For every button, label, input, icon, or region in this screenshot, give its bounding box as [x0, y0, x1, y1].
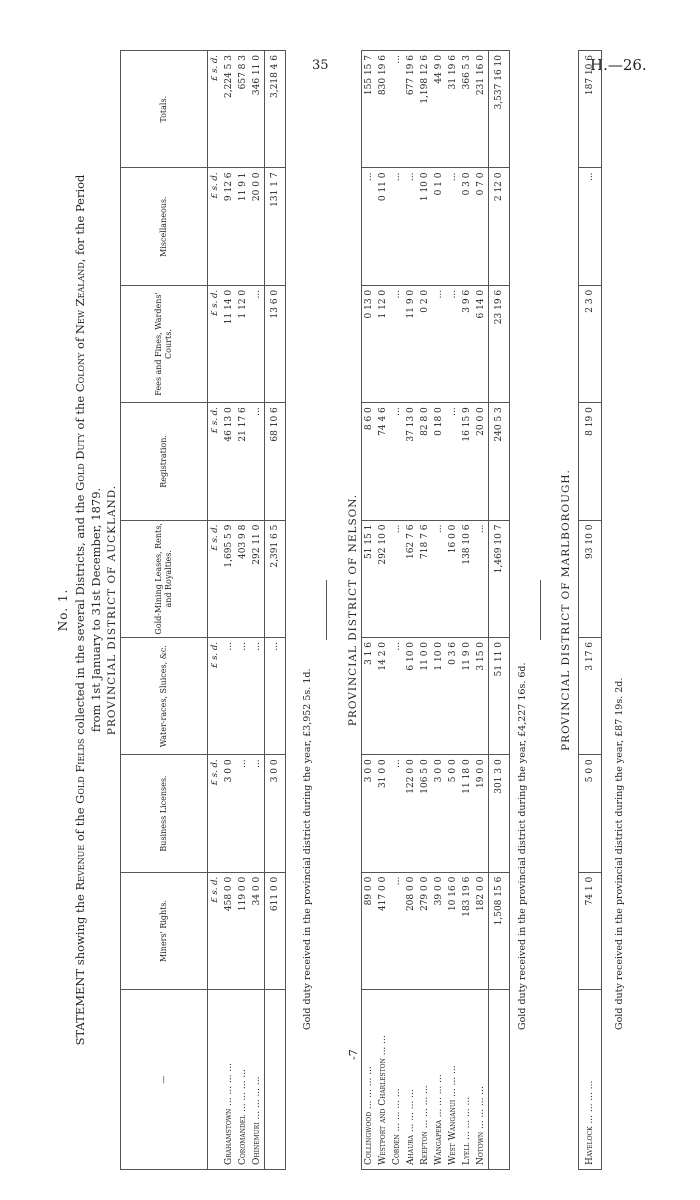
cell: 89 0 0	[362, 872, 377, 989]
cell: 31 0 0	[376, 755, 390, 872]
column-header-fees-fines: Fees and Fines, Wardens' Courts.	[121, 285, 208, 402]
cell: 31 19 6	[446, 51, 460, 169]
cell: 155 15 7	[362, 51, 377, 169]
row-name: Ahaura ... ... ... ...	[406, 1089, 416, 1165]
cell: 6 10 0	[404, 637, 418, 754]
statement-number: No. 1.	[56, 588, 70, 632]
statement-text-4: of the	[73, 392, 87, 434]
table-row	[446, 51, 460, 1170]
cell: ...	[250, 755, 265, 872]
cell: 8 19 0	[579, 403, 602, 520]
row-name: Cobden ... ... ... ...	[392, 1088, 402, 1165]
cell: 183 19 6	[460, 872, 474, 989]
cell: ...	[390, 520, 404, 637]
column-header-miners-rights: Miners' Rights.	[121, 872, 208, 989]
column-header-name: —	[121, 990, 208, 1170]
cell: 346 11 0	[250, 51, 265, 168]
cell: 11 14 0	[222, 285, 236, 402]
cell: 39 0 0	[432, 872, 446, 989]
cell: 11 0 0	[418, 637, 432, 754]
total-cell: 3 0 0	[265, 755, 286, 872]
cell: 5 0 0	[579, 755, 602, 872]
column-header-business-licenses: Business Licenses.	[121, 755, 208, 872]
unit-label: £ s. d.	[208, 872, 223, 989]
total-cell: 2,391 6 5	[265, 520, 286, 637]
cell: 44 9 0	[432, 51, 446, 169]
cell: ...	[390, 403, 404, 520]
unit-label: £ s. d.	[208, 638, 223, 755]
nelson-table	[361, 50, 510, 1170]
unit-label: £ s. d.	[208, 51, 223, 168]
statement-new-zealand: New Zealand	[73, 262, 87, 335]
cell: ...	[446, 285, 460, 402]
cell: 3 0 0	[432, 755, 446, 872]
column-header-water-races: Water-races, Sluices, &c.	[121, 638, 208, 755]
statement-heading	[72, 50, 104, 1170]
total-cell: 1,469 10 7	[489, 520, 510, 637]
marlborough-title: PROVINCIAL DISTRICT OF MARLBOROUGH.	[560, 469, 572, 751]
statement-period: from 1st January to 31st December, 1879.	[89, 487, 103, 733]
cell: 3 9 6	[460, 285, 474, 402]
document-code: H.—26.	[590, 56, 647, 74]
cell: 6 14 0	[474, 285, 489, 402]
cell: 458 0 0	[222, 872, 236, 989]
cell: 8 6 0	[362, 403, 377, 520]
statement-lead: STATEMENT	[73, 968, 87, 1046]
unit-label: £ s. d.	[208, 168, 223, 285]
cell: ...	[250, 638, 265, 755]
total-cell: 23 19 6	[489, 285, 510, 402]
cell: 279 0 0	[418, 872, 432, 989]
row-name: Westport and Charleston ... ...	[378, 1035, 388, 1165]
total-cell: 1,508 15 6	[489, 872, 510, 989]
cell: 93 10 0	[579, 520, 602, 637]
total-cell: 240 5 3	[489, 403, 510, 520]
column-header-registration: Registration.	[121, 403, 208, 520]
total-cell: 131 1 7	[265, 168, 286, 285]
cell: 19 0 0	[474, 755, 489, 872]
cell: 0 11 0	[376, 168, 390, 285]
unit-label: £ s. d.	[208, 285, 223, 402]
cell: 82 8 0	[418, 403, 432, 520]
cell: ...	[250, 403, 265, 520]
cell: 20 0 0	[250, 168, 265, 285]
cell: ...	[446, 403, 460, 520]
total-cell: 301 3 0	[489, 755, 510, 872]
row-name: Ohinemuri ... ... ... ...	[252, 1076, 262, 1165]
table-row	[362, 51, 377, 1170]
cell: 3 0 0	[222, 755, 236, 872]
cell: 231 16 0	[474, 51, 489, 169]
cell: 292 11 0	[250, 520, 265, 637]
cell: ...	[362, 168, 377, 285]
cell: 3 0 0	[362, 755, 377, 872]
statement-text-3: collected in the several Districts, and the	[73, 490, 87, 739]
statement-revenue: Revenue	[73, 844, 87, 891]
total-cell: 2 12 0	[489, 168, 510, 285]
cell: 10 16 0	[446, 872, 460, 989]
table-row	[376, 51, 390, 1170]
table-row	[222, 51, 236, 1170]
statement-gold-duty: Gold Duty	[73, 433, 87, 491]
total-cell: 3,218 4 6	[265, 51, 286, 168]
statement-colony: Colony	[73, 352, 87, 393]
cell: 1,695 5 9	[222, 520, 236, 637]
cell: ...	[390, 755, 404, 872]
cell: 187 10 6	[579, 51, 602, 168]
cell: 1 10 0	[432, 637, 446, 754]
column-header-totals: Totals.	[121, 51, 208, 168]
cell: 74 1 0	[579, 872, 602, 989]
table-row	[236, 51, 250, 1170]
unit-label: £ s. d.	[208, 520, 223, 637]
statement-text-6: , for the Period	[73, 174, 87, 263]
unit-label: £ s. d.	[208, 403, 223, 520]
row-name: Coromandel ... ... ... ...	[238, 1069, 248, 1165]
cell: ...	[222, 638, 236, 755]
nelson-title: PROVINCIAL DISTRICT OF NELSON.	[347, 493, 359, 727]
row-name: West Wanganui ... ... ...	[448, 1065, 458, 1165]
cell: 208 0 0	[404, 872, 418, 989]
stray-mark: -7	[347, 1049, 360, 1060]
cell: 106 5 0	[418, 755, 432, 872]
row-name: Wangapeka ... ... ... ...	[434, 1074, 444, 1165]
cell: 11 9 1	[236, 168, 250, 285]
cell: 1 12 0	[376, 285, 390, 402]
units-row	[208, 51, 223, 1170]
statement-gold-fields: Gold Fields	[73, 738, 87, 804]
divider	[540, 580, 541, 640]
cell: 5 0 0	[446, 755, 460, 872]
cell: 3 17 6	[579, 637, 602, 754]
cell: 718 7 6	[418, 520, 432, 637]
table-row	[418, 51, 432, 1170]
cell: ...	[390, 168, 404, 285]
total-cell: 51 11 0	[489, 637, 510, 754]
cell: 16 15 9	[460, 403, 474, 520]
column-header-leases: Gold-Mining Leases, Rents, and Royalties.	[121, 520, 208, 637]
rotated-content	[50, 50, 650, 1170]
cell: 162 7 6	[404, 520, 418, 637]
cell: 0 3 6	[446, 637, 460, 754]
cell: 74 4 6	[376, 403, 390, 520]
auckland-table	[120, 50, 286, 1170]
cell: ...	[474, 520, 489, 637]
cell: ...	[390, 51, 404, 169]
cell: ...	[404, 168, 418, 285]
marlborough-duty-note: Gold duty received in the provincial district during the year, £87 19s. 2d.	[614, 677, 625, 1030]
cell: 417 0 0	[376, 872, 390, 989]
statement-text-2: of the	[73, 803, 87, 845]
cell: ...	[579, 168, 602, 285]
auckland-duty-note: Gold duty received in the provincial district during the year, £3,952 5s. 1d.	[302, 668, 313, 1030]
cell: 0 2 0	[418, 285, 432, 402]
table-row	[460, 51, 474, 1170]
cell: 0 18 0	[432, 403, 446, 520]
cell: 830 19 6	[376, 51, 390, 169]
cell: ...	[236, 638, 250, 755]
row-name: Notown ... ... ... ...	[476, 1086, 486, 1165]
total-cell: 611 0 0	[265, 872, 286, 989]
cell: 657 8 3	[236, 51, 250, 168]
cell: 1,198 12 6	[418, 51, 432, 169]
cell: 46 13 0	[222, 403, 236, 520]
table-row	[250, 51, 265, 1170]
cell: 21 17 6	[236, 403, 250, 520]
cell: 122 0 0	[404, 755, 418, 872]
page-number: 35	[312, 58, 329, 73]
statement-text-5: of	[73, 334, 87, 353]
cell: ...	[236, 755, 250, 872]
cell: 0 13 0	[362, 285, 377, 402]
nelson-duty-note: Gold duty received in the provincial district during the year, £4,227 16s. 6d.	[517, 662, 528, 1030]
statement-text-1: showing the	[73, 890, 87, 969]
cell: ...	[390, 872, 404, 989]
cell: 11 9 0	[404, 285, 418, 402]
cell: 0 1 0	[432, 168, 446, 285]
cell: 0 3 0	[460, 168, 474, 285]
row-name: Reefton ... ... ... ...	[420, 1085, 430, 1165]
cell: ...	[446, 168, 460, 285]
cell: 34 0 0	[250, 872, 265, 989]
cell: 1 10 0	[418, 168, 432, 285]
total-cell: 3,537 16 10	[489, 51, 510, 169]
cell: 16 0 0	[446, 520, 460, 637]
cell: 182 0 0	[474, 872, 489, 989]
unit-label: £ s. d.	[208, 755, 223, 872]
total-cell: 68 10 6	[265, 403, 286, 520]
cell: 292 10 0	[376, 520, 390, 637]
auckland-title: PROVINCIAL DISTRICT OF AUCKLAND.	[106, 484, 118, 736]
table-row	[432, 51, 446, 1170]
table-row	[404, 51, 418, 1170]
cell: 119 0 0	[236, 872, 250, 989]
cell: 2 3 0	[579, 285, 602, 402]
cell: 677 19 6	[404, 51, 418, 169]
cell: 14 2 0	[376, 637, 390, 754]
divider	[326, 580, 327, 640]
cell: ...	[390, 285, 404, 402]
row-name: Havelock ... ... ... ...	[585, 1080, 595, 1165]
row-name: Collingwood ... ... ... ...	[364, 1066, 374, 1165]
cell: 403 9 8	[236, 520, 250, 637]
cell: 11 18 0	[460, 755, 474, 872]
table-row	[474, 51, 489, 1170]
total-cell: 13 6 0	[265, 285, 286, 402]
cell: 138 10 6	[460, 520, 474, 637]
cell: ...	[390, 637, 404, 754]
total-cell: ...	[265, 638, 286, 755]
row-name: Lyell ... ... ... ...	[462, 1096, 472, 1165]
table-row	[390, 51, 404, 1170]
marlborough-table	[578, 50, 602, 1170]
cell: ...	[432, 520, 446, 637]
cell: 3 1 6	[362, 637, 377, 754]
total-row	[489, 51, 510, 1170]
cell: 0 7 0	[474, 168, 489, 285]
cell: ...	[250, 285, 265, 402]
row-name: Grahamstown ... ... ... ...	[224, 1063, 234, 1165]
total-row	[265, 51, 286, 1170]
cell: 51 15 1	[362, 520, 377, 637]
cell: 11 9 0	[460, 637, 474, 754]
table-row	[579, 51, 602, 1170]
cell: 2,224 5 3	[222, 51, 236, 168]
cell: 366 5 3	[460, 51, 474, 169]
cell: ...	[432, 285, 446, 402]
cell: 37 13 0	[404, 403, 418, 520]
cell: 1 12 0	[236, 285, 250, 402]
cell: 20 0 0	[474, 403, 489, 520]
cell: 9 12 6	[222, 168, 236, 285]
column-header-miscellaneous: Miscellaneous.	[121, 168, 208, 285]
cell: 3 15 0	[474, 637, 489, 754]
